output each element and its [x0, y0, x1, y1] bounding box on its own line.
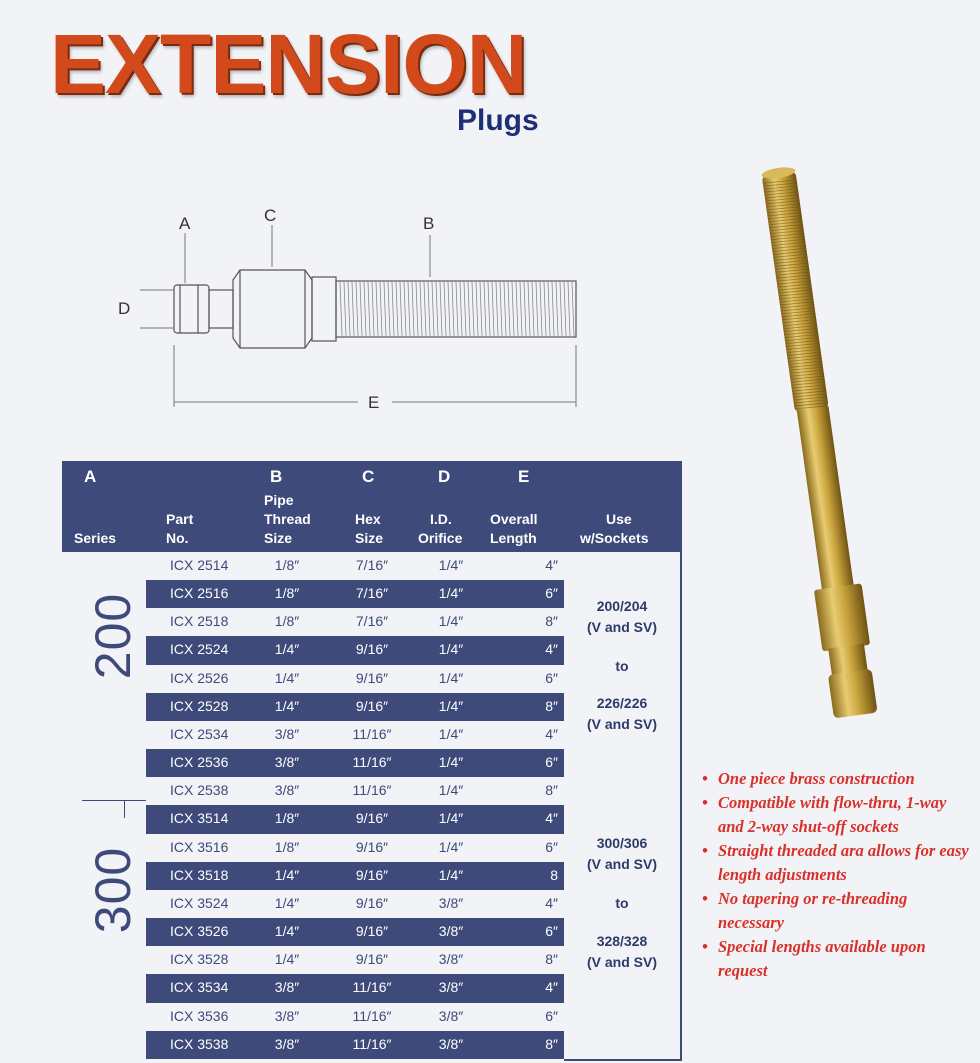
sockets-200-from-note: (V and SV) [586, 619, 657, 635]
pipe-thread-cell: 3/8″ [274, 1007, 300, 1024]
pipe-thread-cell: 1/4″ [274, 894, 300, 911]
pipe-thread-cell: 3/8″ [274, 725, 300, 742]
header-pipe-3: Size [264, 530, 293, 546]
overall-length-cell: 4″ [545, 979, 558, 996]
hex-size-cell: 7/16″ [355, 557, 389, 573]
pipe-thread-cell: 1/4″ [274, 669, 300, 686]
header-pipe-1: Pipe [264, 492, 294, 508]
plug-hex-shape [233, 270, 312, 348]
overall-length-cell: 4″ [545, 557, 558, 573]
table-row [146, 918, 564, 946]
pipe-thread-cell: 1/4″ [274, 866, 300, 883]
label-d: D [118, 299, 131, 318]
id-orifice-cell: 1/4″ [438, 782, 464, 799]
overall-length-cell: 8 [550, 866, 558, 883]
feature-bullet: • Compatible with flow-thru, 1-way and 2-way shut-off sockets [702, 791, 972, 839]
header-use-2: w/Sockets [580, 530, 649, 546]
hex-size-cell: 11/16″ [352, 754, 392, 771]
overall-length-cell: 6″ [545, 754, 558, 771]
label-c: C [264, 206, 277, 225]
overall-length-cell: 8″ [545, 613, 558, 630]
label-a: A [179, 214, 191, 233]
header-d-letter: D [438, 467, 451, 486]
id-orifice-cell: 1/4″ [438, 557, 464, 573]
hex-size-cell: 11/16″ [352, 979, 392, 996]
overall-length-cell: 8″ [545, 1035, 558, 1052]
table-row [146, 608, 564, 636]
table-row [146, 890, 564, 918]
hex-size-cell: 9/16″ [355, 923, 389, 940]
part-number-cell: ICX 2518 [170, 613, 229, 630]
series-label-200: 200 [85, 592, 142, 680]
pipe-thread-cell: 3/8″ [274, 979, 300, 996]
hex-size-cell: 11/16″ [352, 782, 392, 799]
part-number-cell: ICX 2516 [170, 585, 229, 602]
overall-length-cell: 6″ [545, 923, 558, 940]
table-row [146, 636, 564, 664]
sockets-300-to: to [615, 895, 629, 911]
header-pipe-2: Thread [264, 511, 311, 527]
pipe-thread-cell: 1/8″ [274, 585, 300, 602]
hex-size-cell: 11/16″ [352, 725, 392, 742]
hex-size-cell: 9/16″ [355, 838, 389, 855]
table-row [146, 721, 564, 749]
part-number-cell: ICX 3524 [170, 894, 229, 911]
table-header [62, 461, 682, 552]
overall-length-cell: 4″ [545, 810, 558, 827]
header-hex-2: Size [355, 530, 384, 546]
header-series: Series [74, 530, 117, 546]
brass-plug-image [740, 155, 940, 735]
table-row [146, 805, 564, 833]
plug-neck-shape [209, 290, 233, 328]
hex-size-cell: 9/16″ [355, 951, 389, 968]
table-row [146, 862, 564, 890]
id-orifice-cell: 1/4″ [438, 669, 464, 686]
header-a-letter: A [84, 467, 97, 486]
part-number-cell: ICX 3528 [170, 951, 229, 968]
header-part-2: No. [166, 530, 189, 546]
header-e-letter: E [518, 467, 530, 486]
overall-length-cell: 6″ [545, 838, 558, 855]
pipe-thread-cell: 1/4″ [274, 697, 300, 714]
sockets-300-until: 328/328 [596, 933, 648, 949]
header-hex-1: Hex [355, 511, 381, 527]
part-number-cell: ICX 2514 [170, 557, 229, 573]
sockets-200-from: 200/204 [596, 598, 648, 614]
pipe-thread-cell: 3/8″ [274, 782, 300, 799]
feature-bullet: • No tapering or re-threading necessary [702, 887, 972, 935]
plug-collar-shape [312, 277, 336, 341]
id-orifice-cell: 1/4″ [438, 641, 464, 658]
sockets-300-from-note: (V and SV) [586, 856, 657, 872]
overall-length-cell: 4″ [545, 725, 558, 742]
pipe-thread-cell: 1/8″ [274, 810, 300, 827]
id-orifice-cell: 3/8″ [438, 923, 464, 940]
part-number-cell: ICX 3526 [170, 923, 229, 940]
table-row [146, 552, 564, 580]
overall-length-cell: 4″ [545, 894, 558, 911]
table-row [146, 749, 564, 777]
overall-length-cell: 8″ [545, 782, 558, 799]
overall-length-cell: 6″ [545, 585, 558, 602]
series-divider [82, 800, 146, 801]
pipe-thread-cell: 1/8″ [274, 838, 300, 855]
plug-photo-shaft [797, 406, 854, 594]
part-number-cell: ICX 3538 [170, 1035, 229, 1052]
feature-list [702, 767, 972, 983]
id-orifice-cell: 1/4″ [438, 810, 464, 827]
id-orifice-cell: 3/8″ [438, 1035, 464, 1052]
hex-size-cell: 9/16″ [355, 810, 389, 827]
part-number-cell: ICX 2524 [170, 641, 229, 658]
sockets-300-from: 300/306 [596, 835, 648, 851]
table-row [146, 946, 564, 974]
id-orifice-cell: 1/4″ [438, 725, 464, 742]
table-row [146, 1003, 564, 1031]
pipe-thread-cell: 1/4″ [274, 923, 300, 940]
feature-bullet: • Straight threaded ara allows for easy length adjustments [702, 839, 972, 887]
hex-size-cell: 9/16″ [355, 894, 389, 911]
series-label-300: 300 [85, 846, 142, 934]
pipe-thread-cell: 1/4″ [274, 951, 300, 968]
plug-photo-tip [828, 669, 878, 719]
table-row [146, 580, 564, 608]
label-e: E [368, 393, 380, 412]
part-number-cell: ICX 2534 [170, 725, 229, 742]
id-orifice-cell: 1/4″ [438, 613, 464, 630]
id-orifice-cell: 3/8″ [438, 894, 464, 911]
overall-length-cell: 6″ [545, 1007, 558, 1024]
hex-size-cell: 7/16″ [355, 585, 389, 602]
pipe-thread-cell: 3/8″ [274, 1035, 300, 1052]
page-subtitle: Plugs [457, 104, 539, 137]
id-orifice-cell: 1/4″ [438, 754, 464, 771]
header-use-1: Use [606, 511, 632, 527]
table-row [146, 777, 564, 805]
table-row [146, 974, 564, 1002]
header-length-1: Overall [490, 511, 538, 527]
part-number-cell: ICX 2536 [170, 754, 229, 771]
pipe-thread-cell: 1/4″ [274, 641, 300, 658]
sockets-200-to: to [615, 658, 629, 674]
feature-bullet: • One piece brass construction [702, 767, 972, 791]
part-number-cell: ICX 2538 [170, 782, 229, 799]
part-number-cell: ICX 2526 [170, 669, 229, 686]
pipe-thread-cell: 1/8″ [274, 613, 300, 630]
sockets-200-until: 226/226 [596, 695, 648, 711]
id-orifice-cell: 3/8″ [438, 979, 464, 996]
part-number-cell: ICX 3514 [170, 810, 229, 827]
header-length-2: Length [490, 530, 537, 546]
plug-photo-hex [814, 583, 870, 651]
overall-length-cell: 8″ [545, 951, 558, 968]
hex-size-cell: 11/16″ [352, 1007, 392, 1024]
page-title: EXTENSION [50, 17, 527, 111]
header-id-2: Orifice [418, 530, 463, 546]
sockets-300-until-note: (V and SV) [586, 954, 657, 970]
table-row [146, 1031, 564, 1059]
table-row [146, 834, 564, 862]
id-orifice-cell: 1/4″ [438, 585, 464, 602]
label-b: B [423, 214, 435, 233]
pipe-thread-cell: 1/8″ [274, 557, 300, 573]
plug-dimension-diagram [100, 195, 600, 425]
table-row [146, 665, 564, 693]
table-body [146, 552, 564, 1059]
sockets-200-until-note: (V and SV) [586, 716, 657, 732]
id-orifice-cell: 3/8″ [438, 1007, 464, 1024]
header-b-letter: B [270, 467, 283, 486]
sockets-column [564, 552, 682, 1061]
hex-size-cell: 9/16″ [355, 866, 389, 883]
hex-size-cell: 9/16″ [355, 697, 389, 714]
hex-size-cell: 11/16″ [352, 1035, 392, 1052]
overall-length-cell: 4″ [545, 641, 558, 658]
part-number-cell: ICX 3518 [170, 866, 229, 883]
id-orifice-cell: 3/8″ [438, 951, 464, 968]
hex-size-cell: 7/16″ [355, 613, 389, 630]
id-orifice-cell: 1/4″ [438, 838, 464, 855]
part-number-cell: ICX 3536 [170, 1007, 229, 1024]
overall-length-cell: 6″ [545, 669, 558, 686]
overall-length-cell: 8″ [545, 697, 558, 714]
header-c-letter: C [362, 467, 375, 486]
part-number-cell: ICX 2528 [170, 697, 229, 714]
header-id-1: I.D. [430, 511, 452, 527]
part-number-cell: ICX 3516 [170, 838, 229, 855]
part-number-cell: ICX 3534 [170, 979, 229, 996]
hex-size-cell: 9/16″ [355, 641, 389, 658]
id-orifice-cell: 1/4″ [438, 866, 464, 883]
table-row [146, 693, 564, 721]
feature-bullet: • Special lengths available upon request [702, 935, 972, 983]
id-orifice-cell: 1/4″ [438, 697, 464, 714]
plug-tip-shape [174, 285, 209, 333]
hex-size-cell: 9/16″ [355, 669, 389, 686]
pipe-thread-cell: 3/8″ [274, 754, 300, 771]
header-part-1: Part [166, 511, 194, 527]
